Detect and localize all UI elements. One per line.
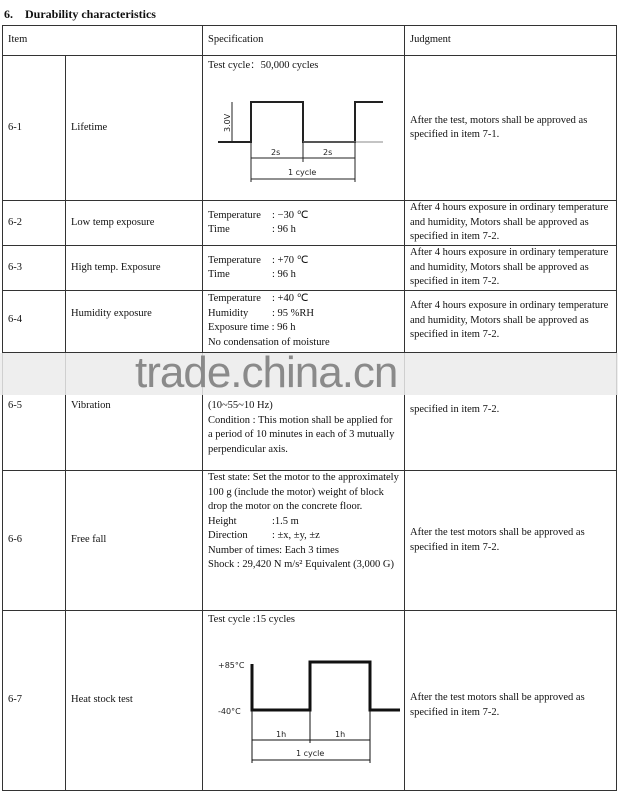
spec-value: :1.5 m [272,515,299,527]
duration-label: 2s [271,147,281,157]
spec-line: Number of times: Each 3 times [208,544,339,556]
spec-value: : 96 h [272,269,296,280]
spec-key: Time [208,269,230,280]
spec-key: Temperature [208,254,261,266]
temperature-cycle-diagram [208,628,403,773]
item-name: Free fall [66,471,203,611]
duration-label: 1h [335,729,346,739]
amplitude-label: 3.0V [223,113,232,132]
spec-key: Temperature [208,209,261,221]
judgment: After 4 hours exposure in ordinary temperature and humidity, Motors shall be approved as specified in item 7-2. [405,246,617,291]
spec-value: : +40 ℃ [272,293,309,304]
header-item: Item [3,26,203,56]
item-id: 6-2 [3,201,66,246]
spec-key: Temperature [208,293,261,304]
section-number: 6. [4,7,13,21]
duration-label: 1h [276,729,287,739]
section-title-text: Durability characteristics [25,7,156,21]
item-id: 6-4 [3,291,66,353]
duration-label: 2s [323,147,333,157]
table-row [3,246,617,291]
spec-key: Direction [208,530,248,541]
spec-line: Test cycle :15 cycles [208,614,296,625]
section-title [4,7,168,22]
cycle-label: 1 cycle [296,748,325,758]
item-name: Lifetime [66,56,203,201]
table-row [3,291,617,353]
table-row [3,611,617,791]
spec-value: : 96 h [272,224,296,235]
spec-line: (10~55~10 Hz) [208,400,273,411]
item-name: High temp. Exposure [66,246,203,291]
item-id: 6-1 [3,56,66,201]
spec-text: Test state: Set the motor to the approximately 100 g (include the motor) weight of block drop the motor on the concrete floor. [208,472,399,512]
table-row [3,471,617,611]
judgment: specified in item 7-2. [405,353,617,471]
spec-value: : 95 %RH [272,307,314,319]
header-row [3,26,617,56]
spec-value: : +70 ℃ [272,254,309,266]
spec-line: Test cycle：50,000 cycles [208,60,319,71]
watermark: trade.china.cn [135,348,398,397]
item-name: Vibration [66,353,203,471]
judgment: After the test motors shall be approved as specified in item 7-2. [405,611,617,791]
spec-line: No condensation of moisture [208,336,330,348]
judgment: After 4 hours exposure in ordinary temperature and humidity, Motors shall be approved as specified in item 7-2. [405,291,617,353]
item-name: Humidity exposure [66,291,203,353]
table-row [3,201,617,246]
high-temp-label: +85°C [218,660,245,670]
judgment: After 4 hours exposure in ordinary temperature and humidity, Motors shall be approved as specified in item 7-2. [405,201,617,246]
cycle-label: 1 cycle [288,167,317,177]
item-id: 6-3 [3,246,66,291]
voltage-cycle-diagram [208,74,398,192]
header-specification: Specification [203,26,405,56]
item-id: 6-6 [3,471,66,611]
item-name: Low temp exposure [66,201,203,246]
item-id: 6-5 [3,353,66,471]
spec-line: Exposure time : 96 h [208,322,296,333]
judgment: After the test motors shall be approved as specified in item 7-2. [405,471,617,611]
spec-line: Shock : 29,420 N m/s² Equivalent (3,000 G) [208,559,395,570]
item-name: Heat stock test [66,611,203,791]
spec-key: Humidity [208,307,249,319]
low-temp-label: -40°C [218,706,241,716]
durability-table [2,25,617,791]
spec-key: Time [208,224,230,235]
spec-key: Height [208,515,237,527]
judgment: After the test, motors shall be approved as specified in item 7-1. [405,56,617,201]
item-id: 6-7 [3,611,66,791]
spec-value: : −30 ℃ [272,209,309,221]
header-judgment: Judgment [405,26,617,56]
spec-value: : ±x, ±y, ±z [272,530,320,541]
table-row [3,56,617,201]
spec-condition: Condition : This motion shall be applied for a period of 10 minutes in each of 3 mutually perpendicular axis. [208,414,395,455]
